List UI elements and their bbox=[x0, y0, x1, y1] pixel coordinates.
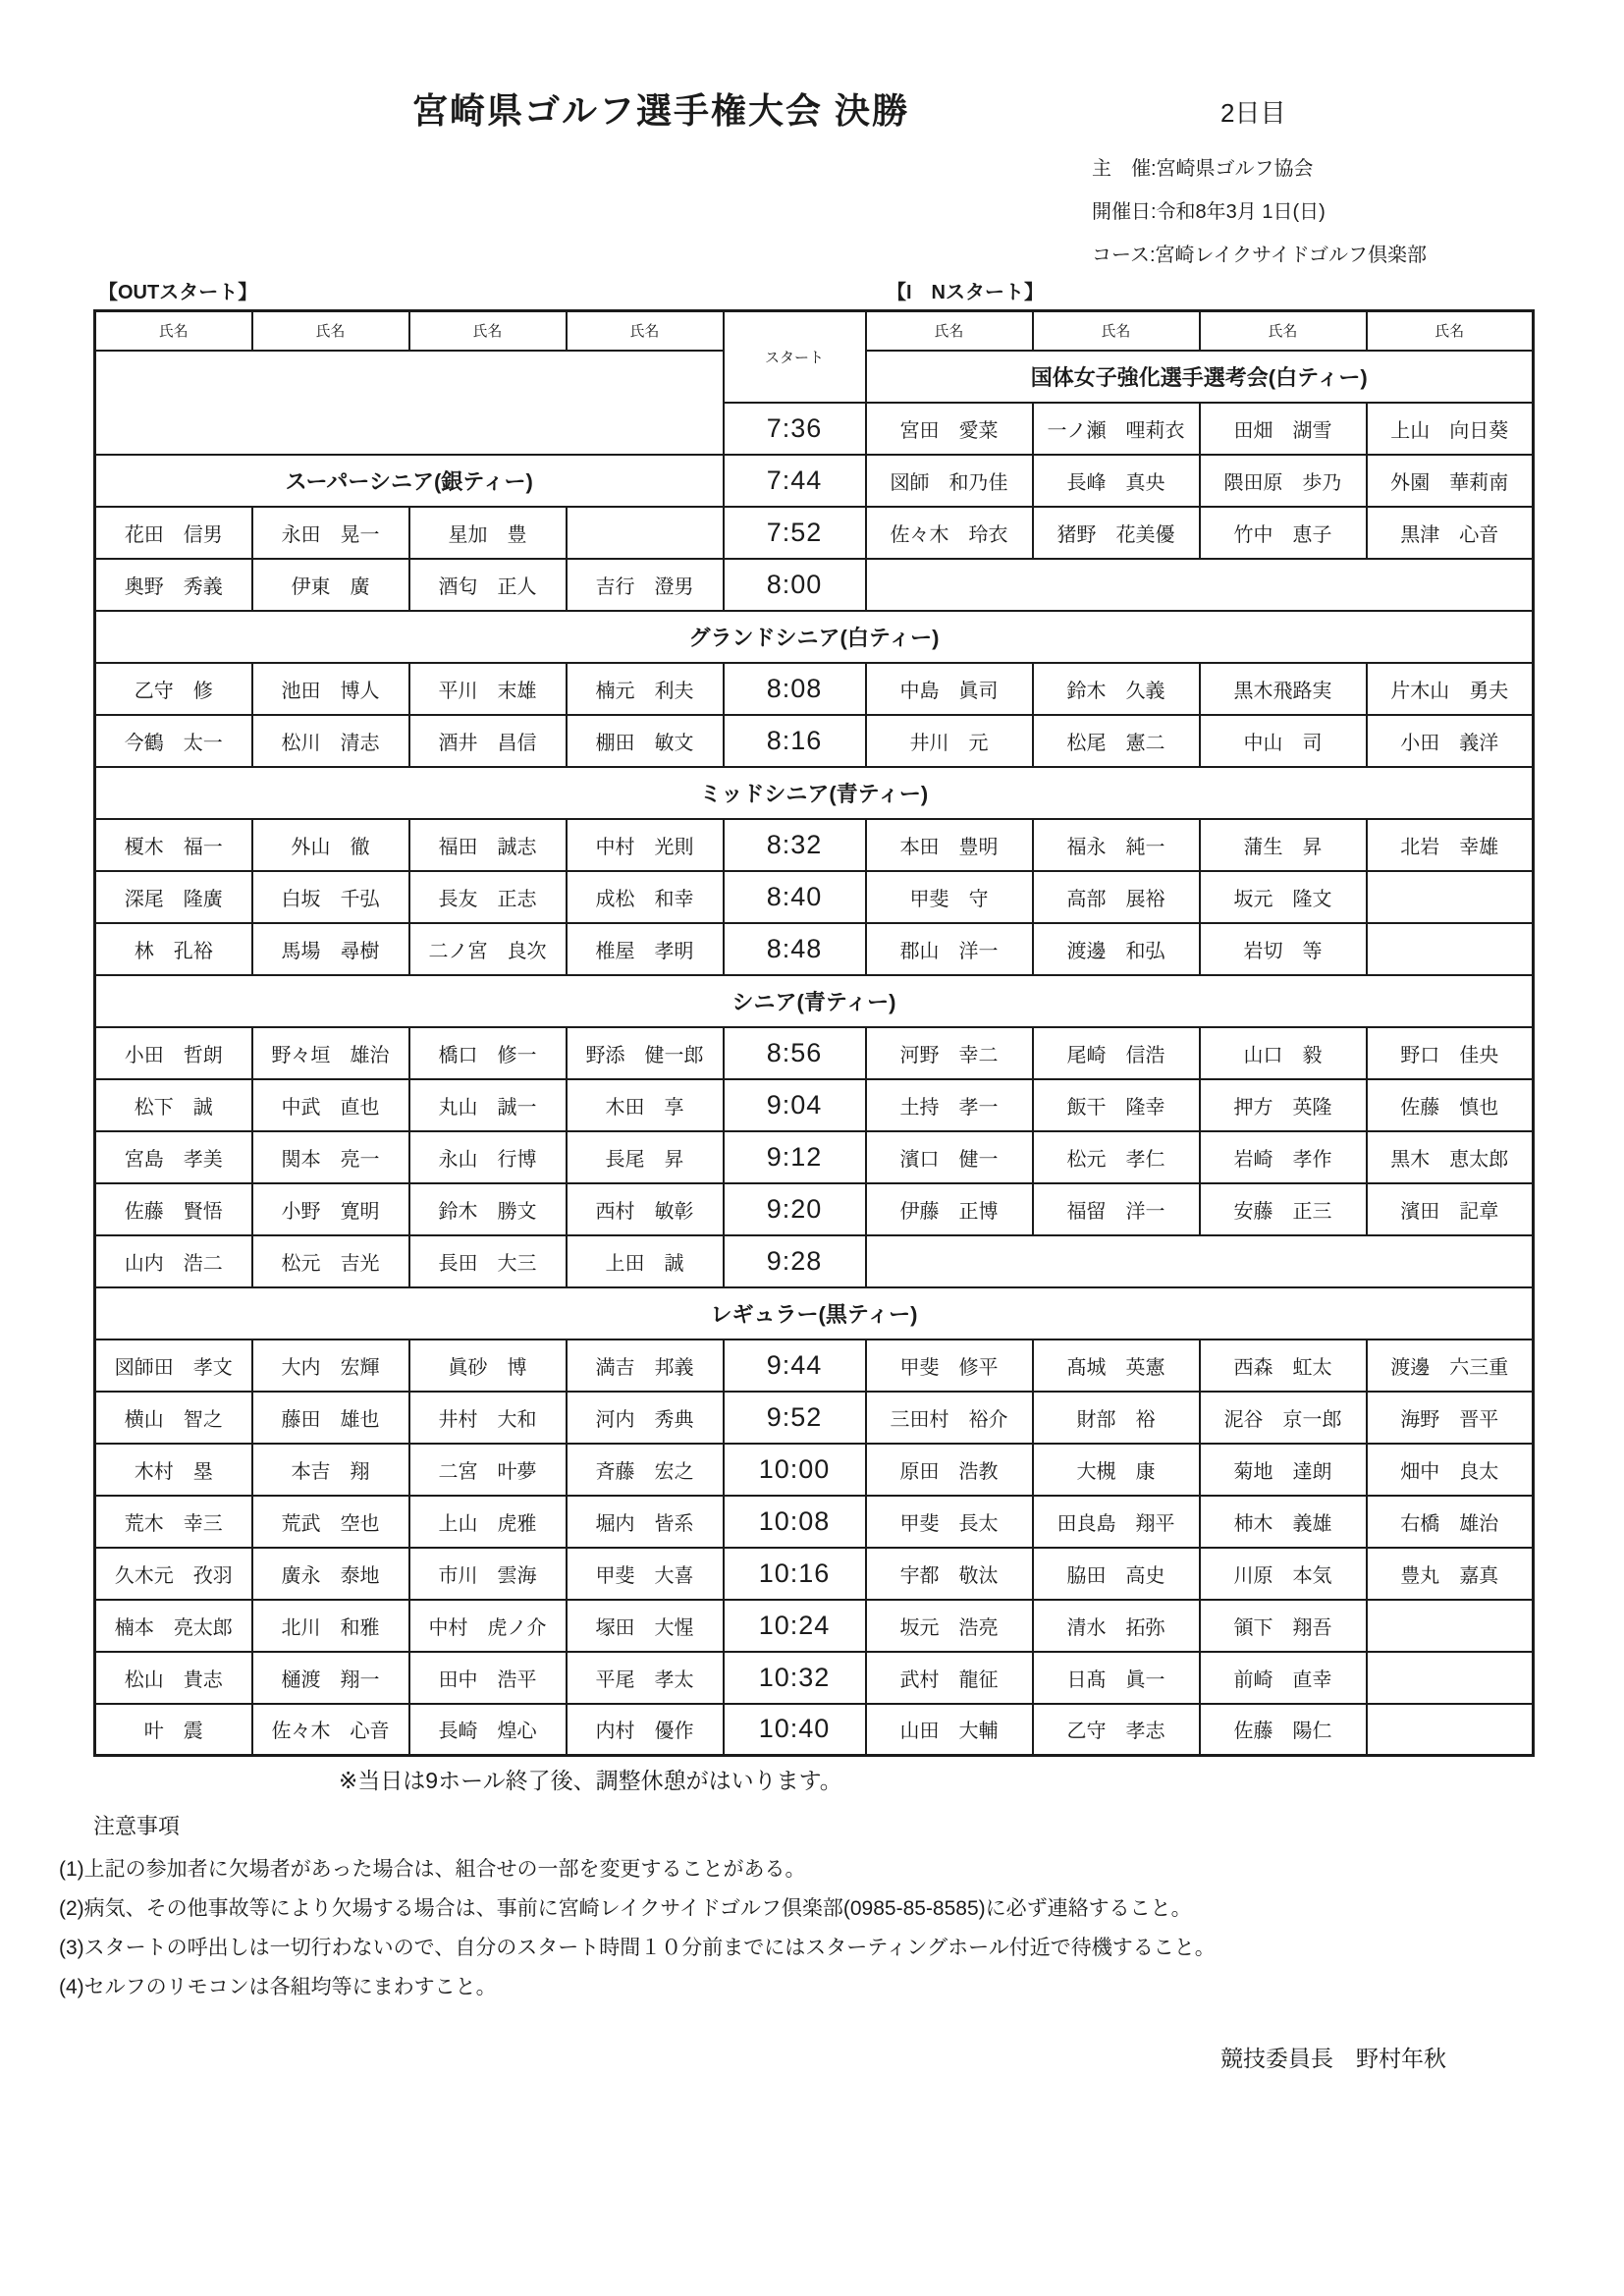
player-name-cell: 楠元 利夫 bbox=[567, 663, 724, 715]
player-name-cell: 樋渡 翔一 bbox=[252, 1652, 409, 1704]
player-name-cell: 中武 直也 bbox=[252, 1079, 409, 1131]
names-header-cell: 氏名 bbox=[409, 311, 567, 351]
player-name-cell: 黒木飛路実 bbox=[1200, 663, 1367, 715]
player-name-cell: 中島 眞司 bbox=[866, 663, 1033, 715]
player-name-cell: 武村 龍征 bbox=[866, 1652, 1033, 1704]
start-time-cell: 10:40 bbox=[724, 1704, 866, 1756]
player-name-cell: 楠本 亮太郎 bbox=[95, 1600, 252, 1652]
player-name-cell: 乙守 孝志 bbox=[1033, 1704, 1200, 1756]
player-name-cell: 濱田 記章 bbox=[1367, 1183, 1534, 1235]
player-name-cell: 長崎 煌心 bbox=[409, 1704, 567, 1756]
player-name-cell: 佐藤 賢悟 bbox=[95, 1183, 252, 1235]
player-name-cell: 永田 晃一 bbox=[252, 507, 409, 559]
note-line: (4)セルフのリモコンは各組均等にまわすこと。 bbox=[59, 1976, 497, 1998]
player-name-cell: 猪野 花美優 bbox=[1033, 507, 1200, 559]
event-info-block bbox=[1092, 147, 1427, 277]
start-time-cell: 7:36 bbox=[724, 403, 866, 455]
player-name-cell: 木田 享 bbox=[567, 1079, 724, 1131]
player-name-cell: 永山 行博 bbox=[409, 1131, 567, 1183]
player-name-cell: 長友 正志 bbox=[409, 871, 567, 923]
player-name-cell: 横山 智之 bbox=[95, 1392, 252, 1444]
player-name-cell: 泥谷 京一郎 bbox=[1200, 1392, 1367, 1444]
player-name-cell: 椎屋 孝明 bbox=[567, 923, 724, 975]
start-time-cell: 10:00 bbox=[724, 1444, 866, 1496]
start-time-cell: 8:40 bbox=[724, 871, 866, 923]
player-name-cell bbox=[567, 507, 724, 559]
start-time-cell: 8:16 bbox=[724, 715, 866, 767]
player-name-cell: 長尾 昇 bbox=[567, 1131, 724, 1183]
player-name-cell: 平川 末雄 bbox=[409, 663, 567, 715]
pairing-table bbox=[93, 309, 1535, 1757]
start-time-cell: 9:28 bbox=[724, 1235, 866, 1287]
player-name-cell: 松元 吉光 bbox=[252, 1235, 409, 1287]
player-name-cell bbox=[1367, 871, 1534, 923]
empty-merged-cell bbox=[866, 1235, 1534, 1287]
player-name-cell: 丸山 誠一 bbox=[409, 1079, 567, 1131]
date-line: 開催日:令和8年3月 1日(日) bbox=[1092, 201, 1326, 223]
player-name-cell: 海野 晋平 bbox=[1367, 1392, 1534, 1444]
player-name-cell: 二宮 叶夢 bbox=[409, 1444, 567, 1496]
player-name-cell: 脇田 高史 bbox=[1033, 1548, 1200, 1600]
player-name-cell: 関本 亮一 bbox=[252, 1131, 409, 1183]
start-time-cell: 10:16 bbox=[724, 1548, 866, 1600]
start-time-cell: 10:32 bbox=[724, 1652, 866, 1704]
player-name-cell: 西森 虹太 bbox=[1200, 1339, 1367, 1392]
player-name-cell: 久木元 孜羽 bbox=[95, 1548, 252, 1600]
player-name-cell: 山口 毅 bbox=[1200, 1027, 1367, 1079]
start-time-cell: 7:52 bbox=[724, 507, 866, 559]
player-name-cell: 山内 浩二 bbox=[95, 1235, 252, 1287]
notes-title: 注意事項 bbox=[93, 1814, 181, 1838]
player-name-cell: 松下 誠 bbox=[95, 1079, 252, 1131]
player-name-cell: 平尾 孝太 bbox=[567, 1652, 724, 1704]
start-time-cell: 8:56 bbox=[724, 1027, 866, 1079]
player-name-cell: 野添 健一郎 bbox=[567, 1027, 724, 1079]
organizer-line: 主 催:宮崎県ゴルフ協会 bbox=[1092, 158, 1314, 180]
player-name-cell: 小野 寛明 bbox=[252, 1183, 409, 1235]
player-name-cell: 片木山 勇夫 bbox=[1367, 663, 1534, 715]
player-name-cell: 甲斐 大喜 bbox=[567, 1548, 724, 1600]
player-name-cell: 宮田 愛菜 bbox=[866, 403, 1033, 455]
player-name-cell: 橋口 修一 bbox=[409, 1027, 567, 1079]
player-name-cell: 坂元 隆文 bbox=[1200, 871, 1367, 923]
names-header-cell: 氏名 bbox=[1033, 311, 1200, 351]
player-name-cell: 財部 裕 bbox=[1033, 1392, 1200, 1444]
player-name-cell: 藤田 雄也 bbox=[252, 1392, 409, 1444]
player-name-cell: 蒲生 昇 bbox=[1200, 819, 1367, 871]
player-name-cell: 松尾 憲二 bbox=[1033, 715, 1200, 767]
start-time-cell: 9:20 bbox=[724, 1183, 866, 1235]
player-name-cell: 斉藤 宏之 bbox=[567, 1444, 724, 1496]
player-name-cell: 土持 孝一 bbox=[866, 1079, 1033, 1131]
player-name-cell: 本吉 翔 bbox=[252, 1444, 409, 1496]
start-time-cell: 8:32 bbox=[724, 819, 866, 871]
start-time-cell: 8:48 bbox=[724, 923, 866, 975]
player-name-cell: 伊藤 正博 bbox=[866, 1183, 1033, 1235]
start-time-cell: 9:44 bbox=[724, 1339, 866, 1392]
player-name-cell: 池田 博人 bbox=[252, 663, 409, 715]
player-name-cell: 長峰 真央 bbox=[1033, 455, 1200, 507]
player-name-cell: 馬場 尋樹 bbox=[252, 923, 409, 975]
empty-merged-cell bbox=[866, 559, 1534, 611]
player-name-cell: 竹中 恵子 bbox=[1200, 507, 1367, 559]
player-name-cell: 大槻 康 bbox=[1033, 1444, 1200, 1496]
player-name-cell: 北川 和雅 bbox=[252, 1600, 409, 1652]
player-name-cell: 中村 光則 bbox=[567, 819, 724, 871]
player-name-cell: 堀内 皆系 bbox=[567, 1496, 724, 1548]
player-name-cell: 廣永 泰地 bbox=[252, 1548, 409, 1600]
player-name-cell: 安藤 正三 bbox=[1200, 1183, 1367, 1235]
start-time-cell: 8:08 bbox=[724, 663, 866, 715]
player-name-cell: 岩崎 孝作 bbox=[1200, 1131, 1367, 1183]
player-name-cell: 佐々木 玲衣 bbox=[866, 507, 1033, 559]
player-name-cell: 花田 信男 bbox=[95, 507, 252, 559]
start-header-cell: スタート bbox=[724, 311, 866, 403]
player-name-cell: 長田 大三 bbox=[409, 1235, 567, 1287]
page-title: 宮崎県ゴルフ選手権大会 決勝 bbox=[412, 90, 910, 131]
player-name-cell: 畑中 良太 bbox=[1367, 1444, 1534, 1496]
names-header-cell: 氏名 bbox=[1200, 311, 1367, 351]
player-name-cell: 成松 和幸 bbox=[567, 871, 724, 923]
player-name-cell: 北岩 幸雄 bbox=[1367, 819, 1534, 871]
player-name-cell: 川原 本気 bbox=[1200, 1548, 1367, 1600]
player-name-cell: 濱口 健一 bbox=[866, 1131, 1033, 1183]
player-name-cell: 今鶴 太一 bbox=[95, 715, 252, 767]
player-name-cell: 領下 翔吾 bbox=[1200, 1600, 1367, 1652]
player-name-cell: 市川 雲海 bbox=[409, 1548, 567, 1600]
day-label: 2日目 bbox=[1220, 98, 1286, 128]
player-name-cell: 佐々木 心音 bbox=[252, 1704, 409, 1756]
player-name-cell: 吉行 澄男 bbox=[567, 559, 724, 611]
player-name-cell: 隈田原 歩乃 bbox=[1200, 455, 1367, 507]
player-name-cell: 奥野 秀義 bbox=[95, 559, 252, 611]
names-header-cell: 氏名 bbox=[866, 311, 1033, 351]
player-name-cell: 外山 徹 bbox=[252, 819, 409, 871]
player-name-cell: 河内 秀典 bbox=[567, 1392, 724, 1444]
player-name-cell: 鈴木 久義 bbox=[1033, 663, 1200, 715]
course-line: コース:宮崎レイクサイドゴルフ倶楽部 bbox=[1092, 245, 1427, 266]
player-name-cell: 松川 清志 bbox=[252, 715, 409, 767]
player-name-cell: 乙守 修 bbox=[95, 663, 252, 715]
player-name-cell: 野口 佳央 bbox=[1367, 1027, 1534, 1079]
player-name-cell: 清水 拓弥 bbox=[1033, 1600, 1200, 1652]
player-name-cell: 井川 元 bbox=[866, 715, 1033, 767]
player-name-cell: 福永 純一 bbox=[1033, 819, 1200, 871]
break-note: ※当日は9ホール終了後、調整休憩がはいります。 bbox=[339, 1768, 842, 1793]
note-line: (1)上記の参加者に欠場者があった場合は、組合せの一部を変更することがある。 bbox=[59, 1858, 806, 1881]
note-line: (3)スタートの呼出しは一切行わないので、自分のスタート時間１０分前までにはスターティングホール付近で待機すること。 bbox=[59, 1937, 1216, 1959]
player-name-cell: 二ノ宮 良次 bbox=[409, 923, 567, 975]
player-name-cell: 宮島 孝美 bbox=[95, 1131, 252, 1183]
player-name-cell: 榎木 福一 bbox=[95, 819, 252, 871]
player-name-cell: 郡山 洋一 bbox=[866, 923, 1033, 975]
player-name-cell: 眞砂 博 bbox=[409, 1339, 567, 1392]
player-name-cell: 酒匂 正人 bbox=[409, 559, 567, 611]
player-name-cell bbox=[1367, 923, 1534, 975]
player-name-cell bbox=[1367, 1600, 1534, 1652]
start-time-cell: 9:52 bbox=[724, 1392, 866, 1444]
player-name-cell: 林 孔裕 bbox=[95, 923, 252, 975]
player-name-cell: 甲斐 長太 bbox=[866, 1496, 1033, 1548]
player-name-cell: 本田 豊明 bbox=[866, 819, 1033, 871]
player-name-cell: 甲斐 守 bbox=[866, 871, 1033, 923]
player-name-cell: 甲斐 修平 bbox=[866, 1339, 1033, 1392]
player-name-cell: 佐藤 陽仁 bbox=[1200, 1704, 1367, 1756]
player-name-cell: 押方 英隆 bbox=[1200, 1079, 1367, 1131]
player-name-cell: 図師 和乃佳 bbox=[866, 455, 1033, 507]
section-row-label: 国体女子強化選手選考会(白ティー) bbox=[866, 351, 1534, 403]
player-name-cell: 黒木 恵太郎 bbox=[1367, 1131, 1534, 1183]
player-name-cell: 高部 展裕 bbox=[1033, 871, 1200, 923]
player-name-cell: 小田 哲朗 bbox=[95, 1027, 252, 1079]
out-start-label: 【OUTスタート】 bbox=[98, 282, 258, 303]
player-name-cell: 松山 貴志 bbox=[95, 1652, 252, 1704]
player-name-cell: 菊地 達朗 bbox=[1200, 1444, 1367, 1496]
note-line: (2)病気、その他事故等により欠場する場合は、事前に宮崎レイクサイドゴルフ倶楽部(0985-85-8585)に必ず連絡すること。 bbox=[59, 1897, 1192, 1920]
player-name-cell: 髙城 英憲 bbox=[1033, 1339, 1200, 1392]
player-name-cell: 右橋 雄治 bbox=[1367, 1496, 1534, 1548]
player-name-cell: 原田 浩教 bbox=[866, 1444, 1033, 1496]
player-name-cell: 飯干 隆幸 bbox=[1033, 1079, 1200, 1131]
player-name-cell: 上田 誠 bbox=[567, 1235, 724, 1287]
start-time-cell: 7:44 bbox=[724, 455, 866, 507]
player-name-cell: 三田村 裕介 bbox=[866, 1392, 1033, 1444]
player-name-cell: 西村 敏彰 bbox=[567, 1183, 724, 1235]
player-name-cell: 外園 華莉南 bbox=[1367, 455, 1534, 507]
player-name-cell: 上山 向日葵 bbox=[1367, 403, 1534, 455]
player-name-cell: 棚田 敏文 bbox=[567, 715, 724, 767]
player-name-cell: 酒井 昌信 bbox=[409, 715, 567, 767]
player-name-cell: 宇都 敬汰 bbox=[866, 1548, 1033, 1600]
start-time-cell: 9:04 bbox=[724, 1079, 866, 1131]
section-row-label: スーパーシニア(銀ティー) bbox=[95, 455, 724, 507]
player-name-cell: 豊丸 嘉真 bbox=[1367, 1548, 1534, 1600]
player-name-cell: 井村 大和 bbox=[409, 1392, 567, 1444]
player-name-cell: 松元 孝仁 bbox=[1033, 1131, 1200, 1183]
player-name-cell: 大内 宏輝 bbox=[252, 1339, 409, 1392]
player-name-cell: 伊東 廣 bbox=[252, 559, 409, 611]
player-name-cell: 黒津 心音 bbox=[1367, 507, 1534, 559]
player-name-cell: 岩切 等 bbox=[1200, 923, 1367, 975]
section-row-label: レギュラー(黒ティー) bbox=[95, 1287, 1534, 1339]
player-name-cell: 荒木 幸三 bbox=[95, 1496, 252, 1548]
player-name-cell: 佐藤 慎也 bbox=[1367, 1079, 1534, 1131]
player-name-cell: 荒武 空也 bbox=[252, 1496, 409, 1548]
player-name-cell: 河野 幸二 bbox=[866, 1027, 1033, 1079]
player-name-cell: 塚田 大惺 bbox=[567, 1600, 724, 1652]
names-header-cell: 氏名 bbox=[1367, 311, 1534, 351]
player-name-cell: 内村 優作 bbox=[567, 1704, 724, 1756]
player-name-cell: 図師田 孝文 bbox=[95, 1339, 252, 1392]
section-row-label: ミッドシニア(青ティー) bbox=[95, 767, 1534, 819]
player-name-cell: 田良島 翔平 bbox=[1033, 1496, 1200, 1548]
player-name-cell: 山田 大輔 bbox=[866, 1704, 1033, 1756]
player-name-cell: 白坂 千弘 bbox=[252, 871, 409, 923]
player-name-cell: 坂元 浩亮 bbox=[866, 1600, 1033, 1652]
player-name-cell: 深尾 隆廣 bbox=[95, 871, 252, 923]
player-name-cell: 中山 司 bbox=[1200, 715, 1367, 767]
player-name-cell: 叶 震 bbox=[95, 1704, 252, 1756]
names-header-cell: 氏名 bbox=[567, 311, 724, 351]
player-name-cell: 柿木 義雄 bbox=[1200, 1496, 1367, 1548]
player-name-cell: 田畑 湖雪 bbox=[1200, 403, 1367, 455]
names-header-cell: 氏名 bbox=[252, 311, 409, 351]
player-name-cell: 尾崎 信浩 bbox=[1033, 1027, 1200, 1079]
notes-list bbox=[59, 1850, 1216, 2007]
names-header-cell: 氏名 bbox=[95, 311, 252, 351]
player-name-cell: 田中 浩平 bbox=[409, 1652, 567, 1704]
player-name-cell: 小田 義洋 bbox=[1367, 715, 1534, 767]
player-name-cell: 木村 塁 bbox=[95, 1444, 252, 1496]
player-name-cell: 野々垣 雄治 bbox=[252, 1027, 409, 1079]
player-name-cell: 福留 洋一 bbox=[1033, 1183, 1200, 1235]
start-time-cell: 10:24 bbox=[724, 1600, 866, 1652]
player-name-cell: 中村 虎ノ介 bbox=[409, 1600, 567, 1652]
pairing-table-body bbox=[95, 311, 1534, 1756]
player-name-cell: 日髙 眞一 bbox=[1033, 1652, 1200, 1704]
player-name-cell: 渡邊 六三重 bbox=[1367, 1339, 1534, 1392]
section-row-label: シニア(青ティー) bbox=[95, 975, 1534, 1027]
start-time-cell: 10:08 bbox=[724, 1496, 866, 1548]
player-name-cell bbox=[1367, 1652, 1534, 1704]
committee-chair-signature: 競技委員長 野村年秋 bbox=[1220, 2046, 1446, 2071]
player-name-cell: 満吉 邦義 bbox=[567, 1339, 724, 1392]
player-name-cell bbox=[1367, 1704, 1534, 1756]
player-name-cell: 渡邊 和弘 bbox=[1033, 923, 1200, 975]
player-name-cell: 上山 虎雅 bbox=[409, 1496, 567, 1548]
section-row-label: グランドシニア(白ティー) bbox=[95, 611, 1534, 663]
start-time-cell: 9:12 bbox=[724, 1131, 866, 1183]
empty-merged-cell bbox=[95, 351, 724, 455]
in-start-label: 【I Nスタート】 bbox=[887, 282, 1044, 303]
player-name-cell: 鈴木 勝文 bbox=[409, 1183, 567, 1235]
player-name-cell: 前崎 直幸 bbox=[1200, 1652, 1367, 1704]
player-name-cell: 一ノ瀬 哩莉衣 bbox=[1033, 403, 1200, 455]
player-name-cell: 星加 豊 bbox=[409, 507, 567, 559]
player-name-cell: 福田 誠志 bbox=[409, 819, 567, 871]
start-time-cell: 8:00 bbox=[724, 559, 866, 611]
